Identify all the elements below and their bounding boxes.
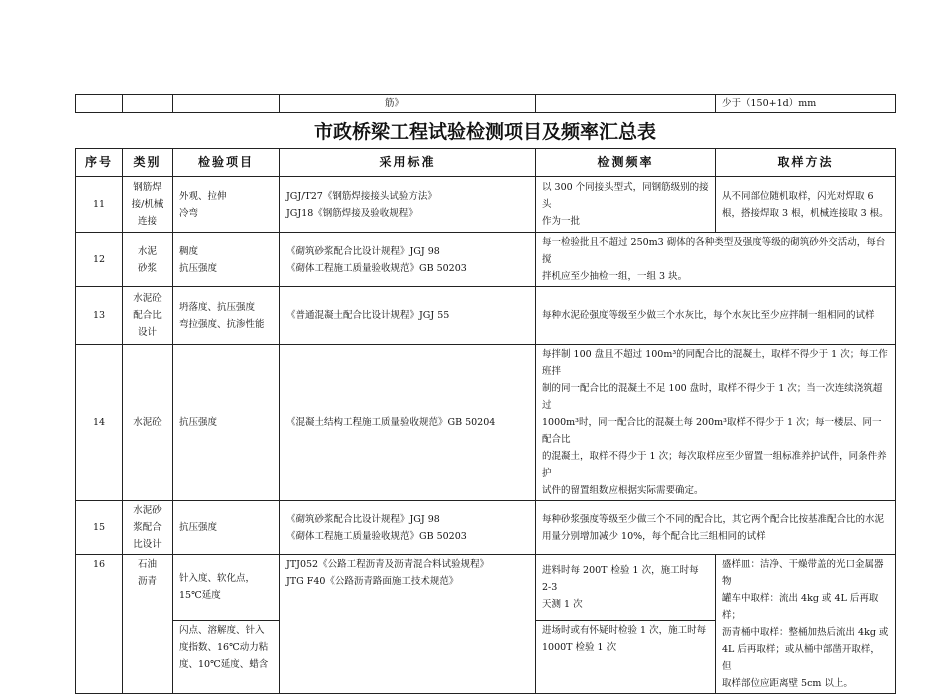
cell-category: 水泥砼 配合比 设计 [123, 287, 173, 345]
cell-items: 闪点、溶解度、针入 度指数、16℃动力粘 度、10℃延度、蜡含 [173, 620, 280, 693]
table-row [76, 345, 896, 501]
cell-items: 抗压强度 [173, 345, 280, 501]
cell-no: 12 [76, 233, 123, 287]
cell-standard: JTJ052《公路工程沥青及沥青混合料试验规程》 JTG F40《公路沥青路面施工技术规范》 [280, 555, 536, 694]
cell-standard: JGJ/T27《钢筋焊接接头试验方法》 JGJ18《钢筋焊接及验收规程》 [280, 177, 536, 233]
summary-table [75, 148, 896, 694]
cell-no: 11 [76, 177, 123, 233]
table-row [76, 555, 896, 621]
cell-frequency: 进料时每 200T 检验 1 次，施工时每 2-3 天测 1 次 [536, 555, 716, 621]
cell-standard: 《砌筑砂浆配合比设计规程》JGJ 98 《砌体工程施工质量验收规范》GB 50203 [280, 501, 536, 555]
cell-sampling: 盛样皿：洁净、干燥带盖的光口金属器 物 罐车中取样：流出 4kg 或 4L 后再取样； 沥青桶中取样：整桶加热后流出 4kg 或 4L 后再取样；或从桶中部凿开取样，但 取样部位应距离壁 5cm 以上。 [716, 555, 896, 694]
cell-frequency-sampling: 每一检验批且不超过 250m3 砌体的各种类型及强度等级的砌筑砂外交活动，每台搅 拌机应至少抽检一组，一组 3 块。 [536, 233, 896, 287]
cell-items: 外观、拉伸 冷弯 [173, 177, 280, 233]
header-no: 序号 [76, 149, 123, 177]
table-row [76, 287, 896, 345]
table-row [76, 233, 896, 287]
header-standard: 采用标准 [280, 149, 536, 177]
cell-items: 针入度、软化点， 15℃延度 [173, 555, 280, 621]
cell-frequency-sampling: 每种水泥砼强度等级至少做三个水灰比，每个水灰比至少应拌制一组相同的试样 [536, 287, 896, 345]
header-items: 检验项目 [173, 149, 280, 177]
cell-frequency-sampling: 每拌制 100 盘且不超过 100m³的同配合比的混凝土，取样不得少于 1 次；每工作班拌 制的同一配合比的混凝土不足 100 盘时，取样不得少于 1 次；当一次连续浇筑超过 1000m³时，同一配合比的混凝土每 200m³取样不得少于 1 次；每一楼层、同一配合比 的混凝土，取样不得少于 1 次；每次取样应至少留置一组标准养护试件，同条件养护 试件的留置组数应根据实际需要确定。 [536, 345, 896, 501]
cell-standard: 筋》 [280, 95, 536, 113]
cell-frequency-sampling: 每种砂浆强度等级至少做三个不同的配合比，其它两个配合比按基准配合比的水泥 用量分别增加减少 10%，每个配合比三组相同的试样 [536, 501, 896, 555]
cell-no: 15 [76, 501, 123, 555]
cell-items: 坍落度、抗压强度 弯拉强度、抗渗性能 [173, 287, 280, 345]
cell-category: 水泥砼 [123, 345, 173, 501]
cell-category: 石油 沥青 [123, 555, 173, 694]
continued-table-top [75, 94, 896, 113]
header-sampling: 取样方法 [716, 149, 896, 177]
cell-items: 稠度 抗压强度 [173, 233, 280, 287]
cell-no: 16 [76, 555, 123, 694]
table-row [76, 95, 896, 113]
table-row [76, 177, 896, 233]
cell-category: 水泥 砂浆 [123, 233, 173, 287]
cell-no: 13 [76, 287, 123, 345]
page-title: 市政桥梁工程试验检测项目及频率汇总表 [313, 121, 656, 143]
header-category: 类别 [123, 149, 173, 177]
table-header-row [76, 149, 896, 177]
cell-sampling: 少于（150+1d）mm [716, 95, 896, 113]
cell-category: 水泥砂 浆配合 比设计 [123, 501, 173, 555]
cell-frequency: 以 300 个同接头型式，同钢筋级别的接头 作为一批 [536, 177, 716, 233]
cell-items: 抗压强度 [173, 501, 280, 555]
cell-standard: 《混凝土结构工程施工质量验收规范》GB 50204 [280, 345, 536, 501]
cell-frequency: 进场时或有怀疑时检验 1 次，施工时每 1000T 检验 1 次 [536, 620, 716, 693]
cell-standard: 《普通混凝土配合比设计规程》JGJ 55 [280, 287, 536, 345]
cell-standard: 《砌筑砂浆配合比设计规程》JGJ 98 《砌体工程施工质量验收规范》GB 50203 [280, 233, 536, 287]
cell-category: 钢筋焊 接/机械 连接 [123, 177, 173, 233]
table-row [76, 501, 896, 555]
cell-no: 14 [76, 345, 123, 501]
cell-sampling: 从不同部位随机取样，闪光对焊取 6 根，搭接焊取 3 根，机械连接取 3 根。 [716, 177, 896, 233]
header-frequency: 检测频率 [536, 149, 716, 177]
